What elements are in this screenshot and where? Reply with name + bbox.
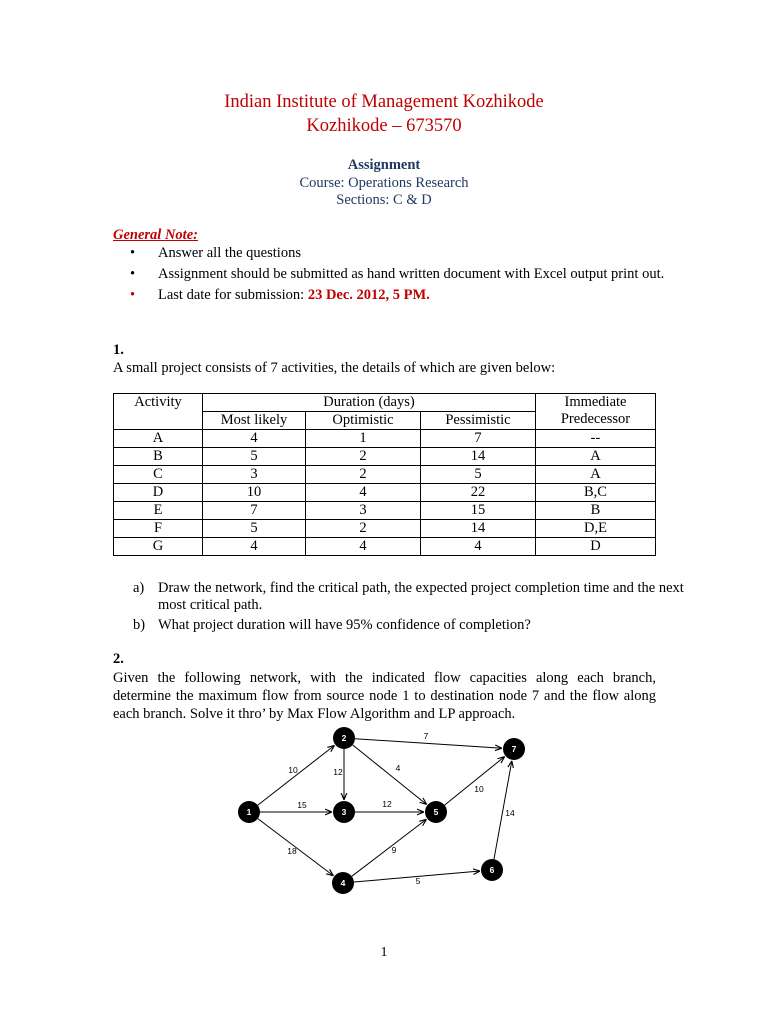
table-cell: 4 xyxy=(306,484,421,502)
table-cell: 5 xyxy=(421,466,536,484)
institute-name: Indian Institute of Management Kozhikode xyxy=(224,92,544,112)
edge-2-5 xyxy=(353,745,427,805)
table-cell: A xyxy=(114,430,203,448)
header-most-likely: Most likely xyxy=(203,412,306,430)
table-cell: -- xyxy=(536,430,656,448)
part-label: a) xyxy=(133,580,145,596)
header-optimistic: Optimistic xyxy=(306,412,421,430)
table-cell: 14 xyxy=(421,448,536,466)
page-number: 1 xyxy=(380,945,388,960)
document-type: Assignment xyxy=(347,157,421,173)
institute-address: Kozhikode – 673570 xyxy=(306,116,462,136)
deadline-value: 23 Dec. 2012, 5 PM. xyxy=(307,287,430,303)
edge-2-7 xyxy=(355,739,502,749)
table-cell: 4 xyxy=(421,538,536,556)
bullet-icon: • xyxy=(130,266,136,282)
part-label: b) xyxy=(133,617,146,633)
header-activity: Activity xyxy=(114,394,203,430)
node-label: 5 xyxy=(433,807,439,817)
bullet-icon: • xyxy=(130,245,136,261)
part-text: Draw the network, find the critical path, the expected project completion time and the next most critical path. xyxy=(158,580,684,613)
deadline-label: Last date for submission: xyxy=(158,287,308,303)
table-cell: 1 xyxy=(306,430,421,448)
table-cell: 4 xyxy=(306,538,421,556)
node-label: 7 xyxy=(511,744,517,754)
node-label: 3 xyxy=(341,807,347,817)
header-predecessor: Immediate Predecessor xyxy=(536,394,656,430)
edge-capacity-label: 10 xyxy=(288,765,298,775)
table-cell: C xyxy=(114,466,203,484)
edge-1-2 xyxy=(258,745,335,805)
table-cell: 15 xyxy=(421,502,536,520)
edge-capacity-label: 4 xyxy=(395,763,401,773)
table-cell: B xyxy=(536,502,656,520)
table-cell: 10 xyxy=(203,484,306,502)
table-cell: 22 xyxy=(421,484,536,502)
table-cell: D,E xyxy=(536,520,656,538)
table-cell: 4 xyxy=(203,538,306,556)
table-cell: 14 xyxy=(421,520,536,538)
node-label: 6 xyxy=(489,865,495,875)
table-cell: 2 xyxy=(306,466,421,484)
table-cell: E xyxy=(114,502,203,520)
table-cell: 4 xyxy=(203,430,306,448)
table-cell: G xyxy=(114,538,203,556)
edge-capacity-label: 18 xyxy=(287,846,297,856)
table-cell: A xyxy=(536,466,656,484)
edge-capacity-label: 12 xyxy=(382,799,392,809)
table-cell: A xyxy=(536,448,656,466)
edge-capacity-label: 9 xyxy=(391,845,397,855)
edge-capacity-label: 14 xyxy=(505,808,515,818)
table-cell: 3 xyxy=(306,502,421,520)
edge-capacity-label: 15 xyxy=(297,800,307,810)
edge-4-5 xyxy=(352,819,427,876)
question-1-text: A small project consists of 7 activities, the details of which are given below: xyxy=(113,360,556,376)
table-cell: 5 xyxy=(203,448,306,466)
table-cell: 7 xyxy=(203,502,306,520)
question-2-number: 2. xyxy=(113,651,124,667)
table-cell: B xyxy=(114,448,203,466)
table-cell: 7 xyxy=(421,430,536,448)
table-cell: F xyxy=(114,520,203,538)
edge-capacity-label: 12 xyxy=(333,767,343,777)
table-cell: 2 xyxy=(306,520,421,538)
part-text: What project duration will have 95% confidence of completion? xyxy=(158,617,531,633)
general-note-heading: General Note: xyxy=(113,227,198,243)
note-text: Assignment should be submitted as hand written document with Excel output print out. xyxy=(158,266,665,282)
edge-capacity-label: 10 xyxy=(474,784,484,794)
bullet-icon: • xyxy=(130,287,136,303)
header-duration: Duration (days) xyxy=(203,394,536,412)
table-cell: D xyxy=(536,538,656,556)
edge-capacity-label: 7 xyxy=(423,731,429,741)
header-pessimistic: Pessimistic xyxy=(421,412,536,430)
question-2-text: Given the following network, with the indicated flow capacities along each branch, determine the maximum flow from source node 1 to destination node 7 and the flow along each branch. Solve it thro’ by Max Flow Algorithm and LP approach. xyxy=(113,670,656,722)
table-cell: 5 xyxy=(203,520,306,538)
table-cell: 3 xyxy=(203,466,306,484)
table-cell: D xyxy=(114,484,203,502)
edge-5-7 xyxy=(445,757,505,806)
sections: Sections: C & D xyxy=(336,192,432,208)
edge-capacity-label: 5 xyxy=(415,876,421,886)
question-1-number: 1. xyxy=(113,342,124,358)
table-cell: 2 xyxy=(306,448,421,466)
node-label: 2 xyxy=(341,733,347,743)
node-label: 4 xyxy=(340,878,346,888)
table-cell: B,C xyxy=(536,484,656,502)
course-name: Course: Operations Research xyxy=(299,175,469,191)
note-text: Answer all the questions xyxy=(158,245,301,261)
node-label: 1 xyxy=(246,807,252,817)
